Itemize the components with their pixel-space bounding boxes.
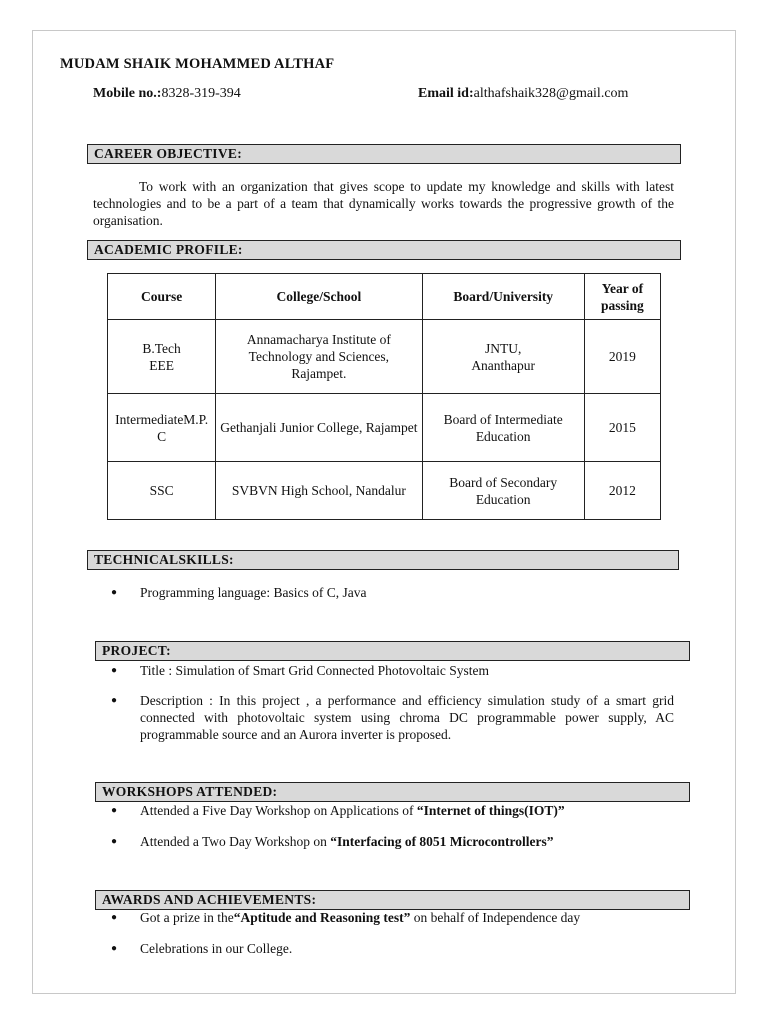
- list-item: [93, 662, 674, 679]
- cell-course: IntermediateM.P.C: [108, 394, 216, 462]
- list-item: [93, 940, 693, 957]
- cell-college: Annamacharya Institute of Technology and Sciences, Rajampet.: [216, 320, 422, 394]
- table-header-row: [108, 274, 661, 320]
- cell-year: 2012: [584, 462, 660, 520]
- section-workshops: WORKSHOPS ATTENDED:: [95, 782, 690, 802]
- email-line: [418, 86, 628, 102]
- mobile-value: 8328-319-394: [161, 86, 241, 101]
- cell-board: Board of Secondary Education: [422, 462, 584, 520]
- bullet-icon: ●: [111, 836, 118, 847]
- objective-paragraph: To work with an organization that gives scope to update my knowledge and skills with latest technologies and to be a part of a team that dynamically works towards the progressive growth of the organisation.: [93, 179, 674, 228]
- cell-year: 2015: [584, 394, 660, 462]
- cell-course: SSC: [108, 462, 216, 520]
- bullet-icon: ●: [111, 695, 118, 706]
- cell-college: SVBVN High School, Nandalur: [216, 462, 422, 520]
- award-text: Celebrations in our College.: [140, 941, 293, 956]
- col-course: Course: [108, 274, 216, 320]
- cell-course: B.Tech EEE: [108, 320, 216, 394]
- bullet-icon: ●: [111, 943, 118, 954]
- section-project: PROJECT:: [95, 641, 690, 661]
- table-row: [108, 394, 661, 462]
- col-college: College/School: [216, 274, 422, 320]
- list-item: [93, 692, 674, 743]
- skills-list: [93, 584, 674, 601]
- cell-college: Gethanjali Junior College, Rajampet: [216, 394, 422, 462]
- list-item: [93, 833, 693, 850]
- academic-table: [107, 273, 661, 520]
- skill-text: Programming language: Basics of C, Java: [140, 585, 367, 600]
- section-career-objective: CAREER OBJECTIVE:: [87, 144, 681, 164]
- candidate-name: MUDAM SHAIK MOHAMMED ALTHAF: [60, 56, 335, 72]
- mobile-line: [93, 86, 241, 102]
- section-technical-skills: TECHNICALSKILLS:: [87, 550, 679, 570]
- col-year: Year of passing: [584, 274, 660, 320]
- cell-board: JNTU, Ananthapur: [422, 320, 584, 394]
- award-text: Got a prize in the: [140, 910, 234, 925]
- email-value: althafshaik328@gmail.com: [473, 86, 629, 101]
- email-label: Email id:: [418, 86, 474, 101]
- workshop-title: “Internet of things(IOT)”: [416, 803, 565, 818]
- workshop-text: Attended a Two Day Workshop on: [140, 834, 331, 849]
- mobile-label: Mobile no.:: [93, 86, 162, 101]
- project-title: Title : Simulation of Smart Grid Connected Photovoltaic System: [140, 663, 489, 678]
- list-item: [93, 909, 693, 926]
- list-item: [93, 802, 693, 819]
- bullet-icon: ●: [111, 805, 118, 816]
- bullet-icon: ●: [111, 912, 118, 923]
- cell-board: Board of Intermediate Education: [422, 394, 584, 462]
- col-board: Board/University: [422, 274, 584, 320]
- list-item: [93, 584, 674, 601]
- table-row: [108, 320, 661, 394]
- project-list: [93, 662, 674, 743]
- award-title: “Aptitude and Reasoning test”: [233, 910, 411, 925]
- section-awards: AWARDS AND ACHIEVEMENTS:: [95, 890, 690, 910]
- bullet-icon: ●: [111, 587, 118, 598]
- awards-list: [93, 909, 693, 957]
- workshop-title: “Interfacing of 8051 Microcontrollers”: [330, 834, 554, 849]
- workshops-list: [93, 802, 693, 850]
- award-suffix: on behalf of Independence day: [410, 910, 581, 925]
- bullet-icon: ●: [111, 665, 118, 676]
- project-description: Description : In this project , a performance and efficiency simulation study of a smart grid connected with photovoltaic system using chroma DC programmable power supply, AC programmable source and an Aurora inverter is proposed.: [140, 693, 674, 742]
- table-row: [108, 462, 661, 520]
- workshop-text: Attended a Five Day Workshop on Applications of: [140, 803, 417, 818]
- cell-year: 2019: [584, 320, 660, 394]
- section-academic-profile: ACADEMIC PROFILE:: [87, 240, 681, 260]
